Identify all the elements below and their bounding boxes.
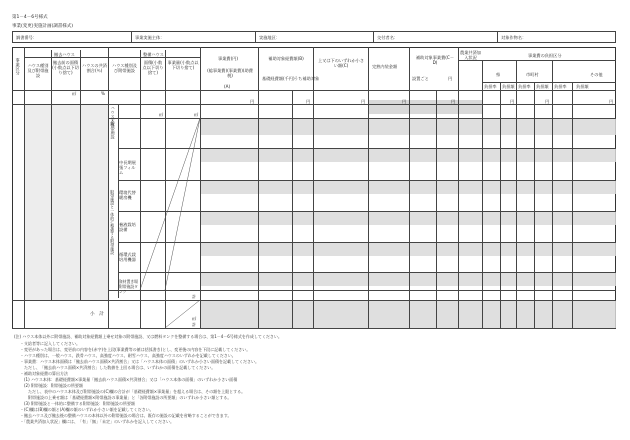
old-house-header: 撤去ハウス	[54, 52, 75, 57]
burden-rate-other: 負担率	[554, 84, 567, 89]
burden-other-header: その他	[590, 72, 603, 77]
burden-rate-city: 負担率	[518, 84, 531, 89]
old-area-header: 撤去前の面積(小数点以下切り捨て)	[52, 60, 79, 75]
target-cost-header: 補助対象事業費(C－D)	[415, 55, 455, 65]
unit-yen-c: 円	[361, 99, 366, 104]
category-header: 事業区分	[15, 58, 21, 75]
cost-sub-header: (総事業費)(事業費)(助費税)	[207, 68, 253, 78]
burden-amount-pref: 負担額	[502, 84, 515, 89]
burden-header: 事業費の負担区分	[528, 53, 562, 58]
shokei-m2-label: ㎡	[192, 316, 197, 321]
old-ratio-header: ハウスの共済割合(％)	[82, 63, 107, 73]
subsidy-sub1: うち補助対象	[294, 76, 320, 81]
note-8: (2) 附帯施設：附帯施設の所要額	[24, 383, 83, 388]
item2-label: 環境代替暖房機	[119, 190, 136, 200]
grantee-label: 交付者名：	[377, 35, 398, 40]
burden-city-header: 市町村	[526, 72, 539, 77]
note-2: ・変更があった場合は、変更前の内容を(赤字)を上段(事業費等の値は括弧書き)とし、変更後の内容を下段に記載してください。	[20, 347, 251, 352]
burden-rate-pref: 負担率	[484, 84, 497, 89]
unit-yen-b: 円	[306, 99, 311, 104]
kei-label: 計	[192, 294, 197, 299]
note-3: ・ハウス種別は、一般ハウス、鉄骨ハウス、高強度ハウス、耐雪ハウス、高強度ハウスのいずれかを記載してください。	[20, 353, 236, 358]
farm-insurance-header: 農業共済加入状況	[460, 50, 481, 60]
unit-yen-a: 円	[250, 99, 255, 104]
new-type-group-label: 附帯施設と一体的に整備する附帯施設	[110, 190, 116, 255]
item3-label: 養液栽培設備	[119, 222, 136, 232]
crop-label: 対象作物名：	[501, 35, 527, 40]
unit-yen-e: 円	[451, 99, 456, 104]
note-6: ・補助対象経費の算出方法	[20, 371, 68, 376]
unit-yen-g: 円	[545, 99, 550, 104]
note-9: ただし、表中のハウス本体及び附帯施設の(C)欄の合計が「基礎経費額×事業量」を超える場合は、その額を上限とする。	[28, 389, 246, 394]
form-number: 第1－4－6号様式	[12, 15, 48, 20]
note-7: (1) ハウス本体：基礎経費額×事業量「撤去前ハウス面積×共済割合」又は「ハウス本体の面積」のいずれか小さい面積	[24, 377, 238, 382]
note-10: 附帯施設の上乗せ額は「基礎経費額×附帯施設の事業量」と「各附帯施設の所要額」のいずれか小さい額とする。	[28, 395, 232, 400]
area-label: 実施地区：	[259, 35, 280, 40]
note-12: ・(C)欄は(B)欄の額と(A)欄の額のいずれか小さい額を記載してください。	[20, 407, 154, 412]
note-13: ・撤去ハウス及び撤去後の整備ハウスの本体以外の附帯施設の場合は、既存の施設の記載を省略することができます。	[20, 413, 232, 418]
shokei-kei-label: 計	[192, 322, 197, 327]
item1-label: 中長期展張フィルム	[119, 160, 136, 175]
burden-amount-other: 負担額	[576, 84, 589, 89]
burden-pref-header: 県	[496, 72, 501, 77]
new-area-header: 面積(小数点以下切り捨て)	[142, 60, 164, 75]
shokei-label: 小 計	[90, 312, 104, 317]
target-sub2: 円	[448, 76, 453, 81]
new-plan-header: 事業量(小数点以下切り捨て)	[167, 60, 199, 70]
cost-a-label: (A)	[224, 84, 231, 89]
attached-label: 附帯施設	[110, 122, 116, 139]
note-4: ・事業費：ハウス本体面積は「撤去前ハウス面積×共済割合」又は「ハウス本体の面積」のいずれか小さい面積を記載してください。	[20, 359, 259, 364]
note-1: ・支給者等に記入してください。	[20, 341, 80, 346]
kanchi-header: 完熟内装金額	[372, 64, 398, 69]
note-5: ただし、「撤去前ハウス面積×共済割合」した数値を上回る場合は、いずれかの面積を記載してください。	[20, 365, 216, 370]
subsidy-sub2: 基礎経費額(千円)	[262, 76, 295, 81]
cost-header: 事業費(円)	[218, 56, 239, 61]
target-sub1: 設置ごと	[412, 76, 429, 81]
new-house-header: 整備ハウス	[143, 52, 164, 57]
survey-no-label: 調書番号：	[16, 35, 37, 40]
note-14: ・「農業共済加入状況」欄には、「有」「無」「未定」のいずれかを記入してください。	[20, 419, 174, 424]
burden-amount-city: 負担額	[536, 84, 549, 89]
subsidy-base-header: 補助対象経費額(B)	[268, 56, 304, 61]
item4-label: 循環式栽培用機器	[119, 252, 136, 262]
house-body-m2-b: ㎡	[194, 112, 199, 117]
note-0: (注) ハウス本体以外に附帯施設、補助対象経費額上乗せ対象の附帯施設、又は燃料タンクを整備する場合は、第1－4－6号様式を作成してください。	[14, 334, 282, 339]
unit-yen-d: 円	[402, 99, 407, 104]
implementer-label: 事業実施主体：	[135, 35, 165, 40]
unit-m2-old: ㎡	[72, 91, 77, 96]
item5-label: 資材置き場附帯施設タンク	[119, 279, 138, 294]
unit-pct-old: %	[101, 91, 105, 96]
house-body-label: ハウス本体	[110, 106, 116, 127]
unit-yen-f: 円	[510, 99, 515, 104]
old-type-header: ハウス種別及び附帯施設	[27, 63, 49, 78]
house-body-m2-a: ㎡	[159, 112, 164, 117]
unit-yen-h: 円	[609, 99, 614, 104]
grant-c-header: 上又は下のいずれか小さい額(C)	[317, 58, 365, 68]
new-type-header: ハウス種別及び附帯施設	[112, 63, 137, 73]
note-11: (3) 附帯施設と一体的に整備する附帯施設：附帯施設の所要額	[24, 401, 135, 406]
form-title: 事業(変更)実施計画(調書様式)	[12, 24, 74, 29]
